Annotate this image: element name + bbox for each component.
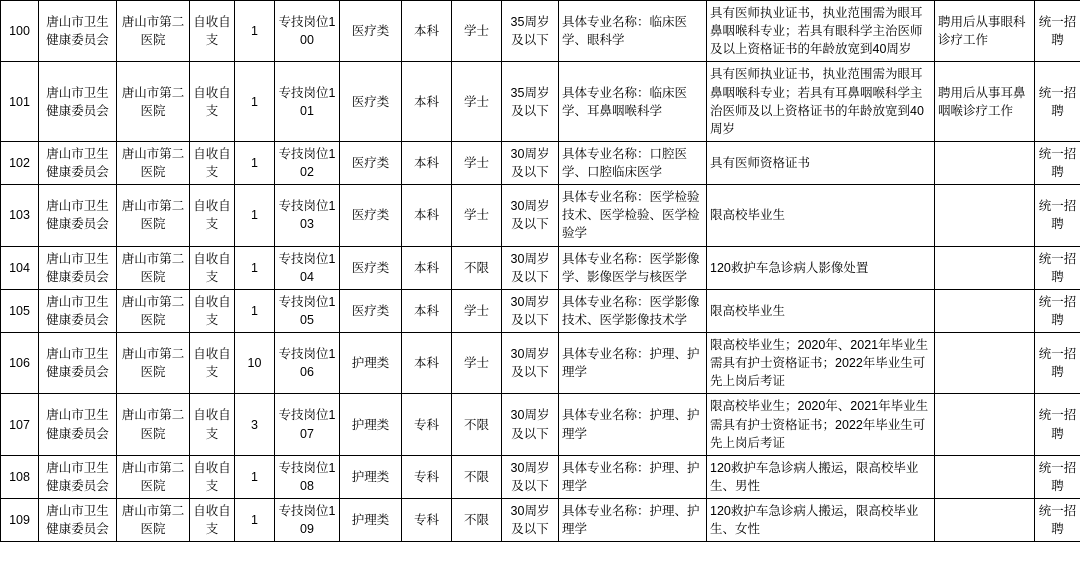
- row-age: 30周岁及以下: [502, 185, 559, 246]
- table-row: [1, 499, 1080, 542]
- row-age: 30周岁及以下: [502, 289, 559, 332]
- row-education: 本科: [402, 246, 452, 289]
- row-education: 本科: [402, 1, 452, 62]
- row-remark: 聘用后从事耳鼻咽喉诊疗工作: [935, 62, 1035, 142]
- row-remark: [935, 289, 1035, 332]
- row-degree: 学士: [452, 141, 502, 184]
- row-count: 10: [235, 333, 275, 394]
- row-age: 35周岁及以下: [502, 1, 559, 62]
- row-count: 1: [235, 246, 275, 289]
- row-post-category: 护理类: [340, 333, 402, 394]
- row-serial: 100: [1, 1, 39, 62]
- row-age: 30周岁及以下: [502, 499, 559, 542]
- row-other-conditions: 限高校毕业生: [707, 185, 935, 246]
- row-education: 专科: [402, 455, 452, 498]
- row-degree: 不限: [452, 499, 502, 542]
- row-recruit-method: 统一招聘: [1035, 62, 1080, 142]
- row-recruit-method: 统一招聘: [1035, 455, 1080, 498]
- row-education: 本科: [402, 62, 452, 142]
- row-degree: 学士: [452, 62, 502, 142]
- row-count: 1: [235, 455, 275, 498]
- row-remark: [935, 333, 1035, 394]
- row-education: 本科: [402, 333, 452, 394]
- row-post-name: 专技岗位100: [275, 1, 340, 62]
- row-remark: 聘用后从事眼科诊疗工作: [935, 1, 1035, 62]
- row-serial: 102: [1, 141, 39, 184]
- row-funding: 自收自支: [190, 1, 235, 62]
- row-unit: 唐山市第二医院: [117, 289, 190, 332]
- row-count: 3: [235, 394, 275, 455]
- row-serial: 109: [1, 499, 39, 542]
- row-funding: 自收自支: [190, 246, 235, 289]
- row-post-category: 护理类: [340, 455, 402, 498]
- row-post-name: 专技岗位107: [275, 394, 340, 455]
- row-remark: [935, 455, 1035, 498]
- row-count: 1: [235, 1, 275, 62]
- row-major-requirement: 具体专业名称：护理、护理学: [559, 499, 707, 542]
- row-post-name: 专技岗位101: [275, 62, 340, 142]
- row-unit: 唐山市第二医院: [117, 333, 190, 394]
- table-row: [1, 1, 1080, 62]
- row-department: 唐山市卫生健康委员会: [39, 455, 117, 498]
- row-post-name: 专技岗位108: [275, 455, 340, 498]
- row-recruit-method: 统一招聘: [1035, 289, 1080, 332]
- row-count: 1: [235, 62, 275, 142]
- table-body: [1, 1, 1080, 542]
- row-degree: 不限: [452, 394, 502, 455]
- row-recruit-method: 统一招聘: [1035, 141, 1080, 184]
- row-unit: 唐山市第二医院: [117, 185, 190, 246]
- row-department: 唐山市卫生健康委员会: [39, 333, 117, 394]
- table-row: [1, 185, 1080, 246]
- row-recruit-method: 统一招聘: [1035, 394, 1080, 455]
- row-remark: [935, 394, 1035, 455]
- table-row: [1, 455, 1080, 498]
- row-age: 30周岁及以下: [502, 394, 559, 455]
- row-serial: 104: [1, 246, 39, 289]
- row-serial: 101: [1, 62, 39, 142]
- row-funding: 自收自支: [190, 455, 235, 498]
- row-major-requirement: 具体专业名称：护理、护理学: [559, 333, 707, 394]
- row-degree: 学士: [452, 289, 502, 332]
- row-major-requirement: 具体专业名称：医学影像技术、医学影像技术学: [559, 289, 707, 332]
- row-post-category: 护理类: [340, 499, 402, 542]
- row-department: 唐山市卫生健康委员会: [39, 185, 117, 246]
- row-unit: 唐山市第二医院: [117, 394, 190, 455]
- row-major-requirement: 具体专业名称：医学检验技术、医学检验、医学检验学: [559, 185, 707, 246]
- row-funding: 自收自支: [190, 289, 235, 332]
- row-count: 1: [235, 141, 275, 184]
- row-unit: 唐山市第二医院: [117, 246, 190, 289]
- row-remark: [935, 185, 1035, 246]
- row-education: 专科: [402, 499, 452, 542]
- row-department: 唐山市卫生健康委员会: [39, 499, 117, 542]
- row-department: 唐山市卫生健康委员会: [39, 62, 117, 142]
- table-row: [1, 141, 1080, 184]
- row-degree: 学士: [452, 333, 502, 394]
- table-row: [1, 394, 1080, 455]
- row-degree: 不限: [452, 455, 502, 498]
- row-recruit-method: 统一招聘: [1035, 246, 1080, 289]
- row-major-requirement: 具体专业名称：口腔医学、口腔临床医学: [559, 141, 707, 184]
- row-education: 本科: [402, 289, 452, 332]
- row-degree: 学士: [452, 1, 502, 62]
- row-post-category: 医疗类: [340, 141, 402, 184]
- row-education: 专科: [402, 394, 452, 455]
- row-department: 唐山市卫生健康委员会: [39, 1, 117, 62]
- row-unit: 唐山市第二医院: [117, 62, 190, 142]
- row-major-requirement: 具体专业名称：护理、护理学: [559, 455, 707, 498]
- row-post-name: 专技岗位106: [275, 333, 340, 394]
- row-funding: 自收自支: [190, 185, 235, 246]
- row-serial: 106: [1, 333, 39, 394]
- row-unit: 唐山市第二医院: [117, 1, 190, 62]
- table-row: [1, 246, 1080, 289]
- row-serial: 105: [1, 289, 39, 332]
- row-post-name: 专技岗位102: [275, 141, 340, 184]
- row-age: 30周岁及以下: [502, 455, 559, 498]
- row-post-category: 医疗类: [340, 289, 402, 332]
- row-funding: 自收自支: [190, 62, 235, 142]
- row-degree: 学士: [452, 185, 502, 246]
- row-count: 1: [235, 185, 275, 246]
- row-major-requirement: 具体专业名称：医学影像学、影像医学与核医学: [559, 246, 707, 289]
- row-remark: [935, 246, 1035, 289]
- row-post-name: 专技岗位104: [275, 246, 340, 289]
- row-age: 30周岁及以下: [502, 141, 559, 184]
- row-count: 1: [235, 289, 275, 332]
- row-education: 本科: [402, 141, 452, 184]
- row-remark: [935, 141, 1035, 184]
- row-post-category: 医疗类: [340, 1, 402, 62]
- row-major-requirement: 具体专业名称：护理、护理学: [559, 394, 707, 455]
- row-department: 唐山市卫生健康委员会: [39, 246, 117, 289]
- row-other-conditions: 限高校毕业生: [707, 289, 935, 332]
- row-serial: 108: [1, 455, 39, 498]
- row-other-conditions: 具有医师执业证书，执业范围需为眼耳鼻咽喉科专业；若具有眼科学主治医师及以上资格证书的年龄放宽到40周岁: [707, 1, 935, 62]
- row-unit: 唐山市第二医院: [117, 455, 190, 498]
- row-post-category: 医疗类: [340, 185, 402, 246]
- row-serial: 103: [1, 185, 39, 246]
- row-other-conditions: 120救护车急诊病人影像处置: [707, 246, 935, 289]
- row-age: 30周岁及以下: [502, 333, 559, 394]
- row-recruit-method: 统一招聘: [1035, 499, 1080, 542]
- row-unit: 唐山市第二医院: [117, 499, 190, 542]
- row-other-conditions: 限高校毕业生；2020年、2021年毕业生需具有护士资格证书；2022年毕业生可先上岗后考证: [707, 394, 935, 455]
- row-recruit-method: 统一招聘: [1035, 185, 1080, 246]
- row-other-conditions: 具有医师资格证书: [707, 141, 935, 184]
- row-post-category: 护理类: [340, 394, 402, 455]
- row-unit: 唐山市第二医院: [117, 141, 190, 184]
- row-other-conditions: 120救护车急诊病人搬运，限高校毕业生、女性: [707, 499, 935, 542]
- row-department: 唐山市卫生健康委员会: [39, 141, 117, 184]
- row-degree: 不限: [452, 246, 502, 289]
- row-post-category: 医疗类: [340, 62, 402, 142]
- row-post-name: 专技岗位109: [275, 499, 340, 542]
- row-major-requirement: 具体专业名称：临床医学、耳鼻咽喉科学: [559, 62, 707, 142]
- row-funding: 自收自支: [190, 394, 235, 455]
- row-funding: 自收自支: [190, 499, 235, 542]
- row-funding: 自收自支: [190, 333, 235, 394]
- table-row: [1, 333, 1080, 394]
- row-other-conditions: 120救护车急诊病人搬运，限高校毕业生、男性: [707, 455, 935, 498]
- row-other-conditions: 具有医师执业证书，执业范围需为眼耳鼻咽喉科专业；若具有耳鼻咽喉科学主治医师及以上资格证书的年龄放宽到40周岁: [707, 62, 935, 142]
- row-remark: [935, 499, 1035, 542]
- row-age: 35周岁及以下: [502, 62, 559, 142]
- row-recruit-method: 统一招聘: [1035, 1, 1080, 62]
- row-count: 1: [235, 499, 275, 542]
- row-department: 唐山市卫生健康委员会: [39, 289, 117, 332]
- row-recruit-method: 统一招聘: [1035, 333, 1080, 394]
- row-post-category: 医疗类: [340, 246, 402, 289]
- row-education: 本科: [402, 185, 452, 246]
- row-department: 唐山市卫生健康委员会: [39, 394, 117, 455]
- row-post-name: 专技岗位105: [275, 289, 340, 332]
- row-other-conditions: 限高校毕业生；2020年、2021年毕业生需具有护士资格证书；2022年毕业生可先上岗后考证: [707, 333, 935, 394]
- row-post-name: 专技岗位103: [275, 185, 340, 246]
- row-major-requirement: 具体专业名称：临床医学、眼科学: [559, 1, 707, 62]
- row-serial: 107: [1, 394, 39, 455]
- row-age: 30周岁及以下: [502, 246, 559, 289]
- table-row: [1, 62, 1080, 142]
- row-funding: 自收自支: [190, 141, 235, 184]
- table-row: [1, 289, 1080, 332]
